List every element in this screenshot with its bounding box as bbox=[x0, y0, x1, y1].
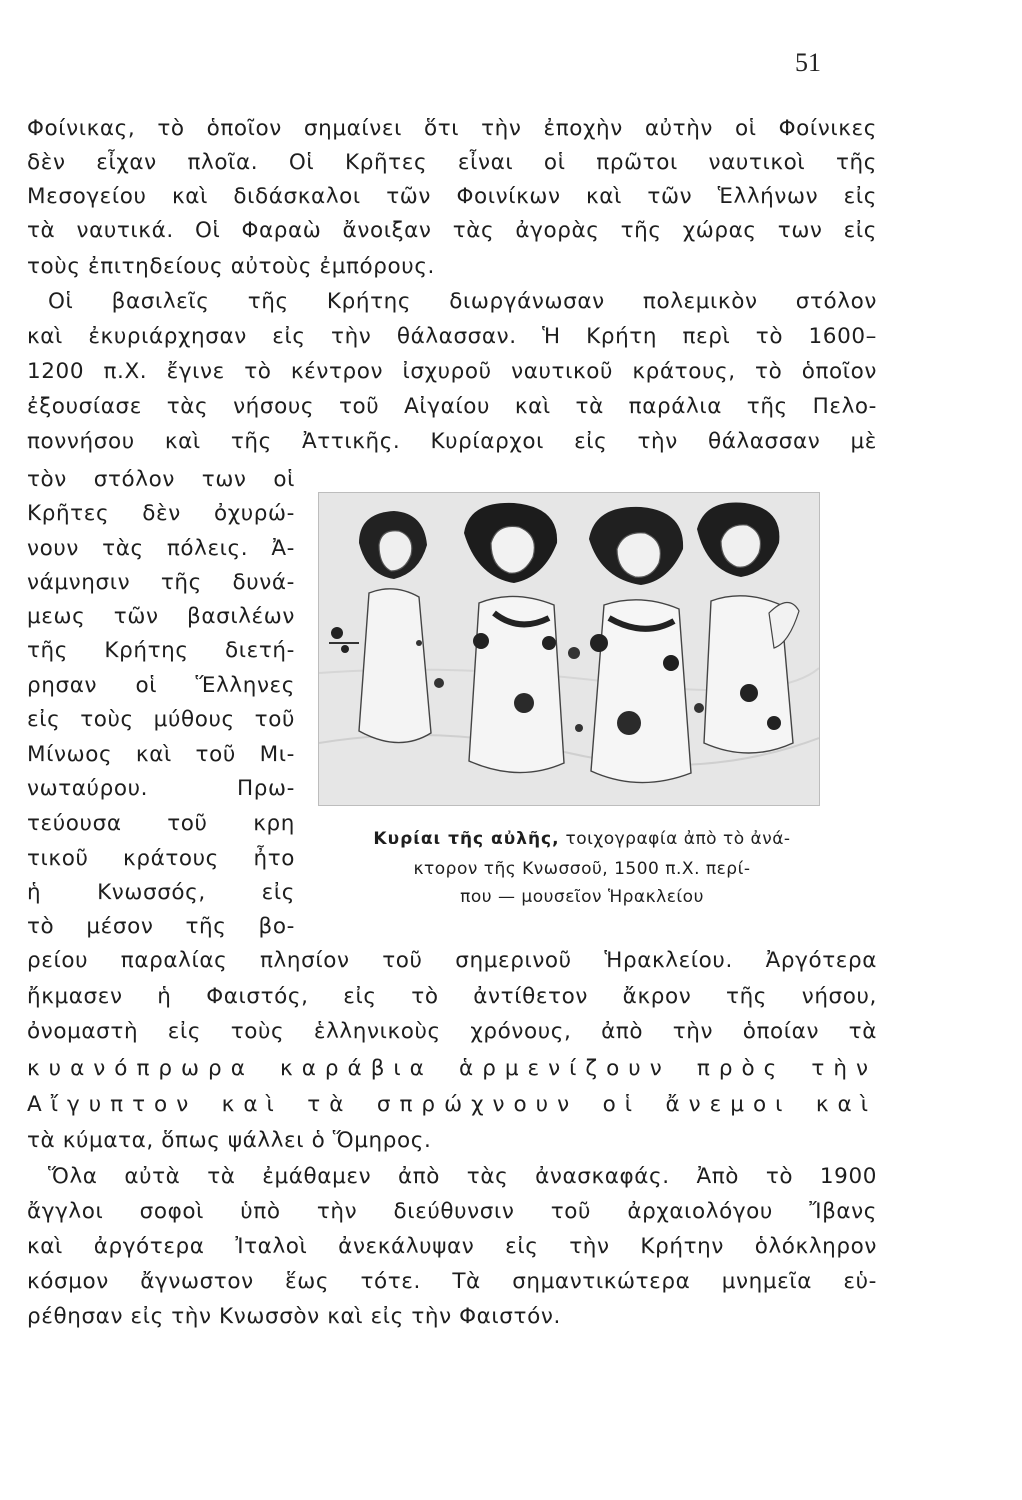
text-line: 1200 π.Χ. ἔγινε τὸ κέντρον ἰσχυροῦ ναυτικοῦ κράτους, τὸ ὁποῖον bbox=[27, 359, 877, 384]
text-line: νωταύρου. Πρω- bbox=[27, 776, 295, 801]
text-line: ποννήσου καὶ τῆς Ἀττικῆς. Κυρίαρχοι εἰς τὴν θάλασσαν μὲ bbox=[27, 429, 877, 454]
text-line: ἤκμασεν ἡ Φαιστός, εἰς τὸ ἀντίθετον ἄκρον τῆς νήσου, bbox=[27, 984, 877, 1009]
text-line: νουν τὰς πόλεις. Ἀ- bbox=[27, 536, 295, 561]
text-line: κόσμον ἄγνωστον ἕως τότε. Τὰ σημαντικώτερα μνημεῖα εὑ- bbox=[27, 1269, 877, 1294]
text-line: Ὅλα αὐτὰ τὰ ἐμάθαμεν ἀπὸ τὰς ἀνασκαφάς. Ἀπὸ τὸ 1900 bbox=[48, 1164, 877, 1189]
text-line: τικοῦ κράτους ἦτο bbox=[27, 846, 295, 871]
text-line: εἰς τοὺς μύθους τοῦ bbox=[27, 707, 295, 732]
text-line: ἄγγλοι σοφοὶ ὑπὸ τὴν διεύθυνσιν τοῦ ἀρχαιολόγου Ἴβανς bbox=[27, 1199, 877, 1224]
text-line: καὶ ἐκυριάρχησαν εἰς τὴν θάλασσαν. Ἡ Κρήτη περὶ τὸ 1600– bbox=[27, 324, 877, 349]
text-line: τὸν στόλον των οἱ bbox=[27, 467, 295, 492]
page-number: 51 bbox=[795, 48, 821, 77]
text-line: Οἱ βασιλεῖς τῆς Κρήτης διωργάνωσαν πολεμικὸν στόλον bbox=[48, 289, 877, 314]
text-line: ρησαν οἱ Ἕλληνες bbox=[27, 673, 295, 698]
text-line: Μεσογείου καὶ διδάσκαλοι τῶν Φοινίκων καὶ τῶν Ἑλλήνων εἰς bbox=[27, 184, 877, 209]
caption-title: Κυρίαι τῆς αὐλῆς, bbox=[373, 829, 560, 849]
text-line: Φοίνικας, τὸ ὁποῖον σημαίνει ὅτι τὴν ἐποχὴν αὐτὴν οἱ Φοίνικες bbox=[27, 116, 877, 141]
ladies-in-blue-fresco bbox=[319, 493, 819, 805]
text-line: Μίνωος καὶ τοῦ Μι- bbox=[27, 742, 295, 767]
fresco-image bbox=[318, 492, 820, 806]
text-line: Αἴγυπτον καὶ τὰ σπρώχνουν οἱ ἄνεμοι καὶ bbox=[27, 1092, 877, 1117]
text-line: δὲν εἶχαν πλοῖα. Οἱ Κρῆτες εἶναι οἱ πρῶτοι ναυτικοὶ τῆς bbox=[27, 150, 877, 175]
text-line: τὰ ναυτικά. Οἱ Φαραὼ ἄνοιξαν τὰς ἀγορὰς τῆς χώρας των εἰς bbox=[27, 218, 877, 243]
text-line: μεως τῶν βασιλέων bbox=[27, 604, 295, 629]
text-line: κυανόπρωρα καράβια ἁρμενίζουν πρὸς τὴν bbox=[27, 1056, 877, 1081]
text-line: ἐξουσίασε τὰς νήσους τοῦ Αἰγαίου καὶ τὰ παράλια τῆς Πελο- bbox=[27, 394, 877, 419]
text-line: τὸ μέσον τῆς βο- bbox=[27, 914, 295, 939]
text-line: τοὺς ἐπιτηδείους αὐτοὺς ἐμπόρους. bbox=[27, 254, 435, 279]
text-line: ρείου παραλίας πλησίον τοῦ σημερινοῦ Ἡρακλείου. Ἀργότερα bbox=[27, 948, 877, 973]
caption-line bbox=[312, 826, 852, 852]
text-line: ἡ Κνωσσός, εἰς bbox=[27, 880, 295, 905]
text-line: τεύουσα τοῦ κρη bbox=[27, 811, 295, 836]
text-line: καὶ ἀργότερα Ἰταλοὶ ἀνεκάλυψαν εἰς τὴν Κρήτην ὁλόκληρον bbox=[27, 1234, 877, 1259]
text-line: Κρῆτες δὲν ὀχυρώ- bbox=[27, 501, 295, 526]
text-line: ὀνομαστὴ εἰς τοὺς ἑλληνικοὺς χρόνους, ἀπὸ τὴν ὁποίαν τὰ bbox=[27, 1019, 877, 1044]
text-line: ρέθησαν εἰς τὴν Κνωσσὸν καὶ εἰς τὴν Φαιστόν. bbox=[27, 1304, 561, 1329]
text-line: νάμνησιν τῆς δυνά- bbox=[27, 570, 295, 595]
caption-line: κτορον τῆς Κνωσσοῦ, 1500 π.Χ. περί- bbox=[413, 859, 751, 879]
text-line: τῆς Κρήτης διετή- bbox=[27, 638, 295, 663]
text-line: τὰ κύματα, ὅπως ψάλλει ὁ Ὅμηρος. bbox=[27, 1128, 432, 1153]
caption-line: που — μουσεῖον Ἡρακλείου bbox=[460, 887, 704, 907]
caption-text: τοιχογραφία ἀπὸ τὸ ἀνά- bbox=[565, 829, 791, 849]
